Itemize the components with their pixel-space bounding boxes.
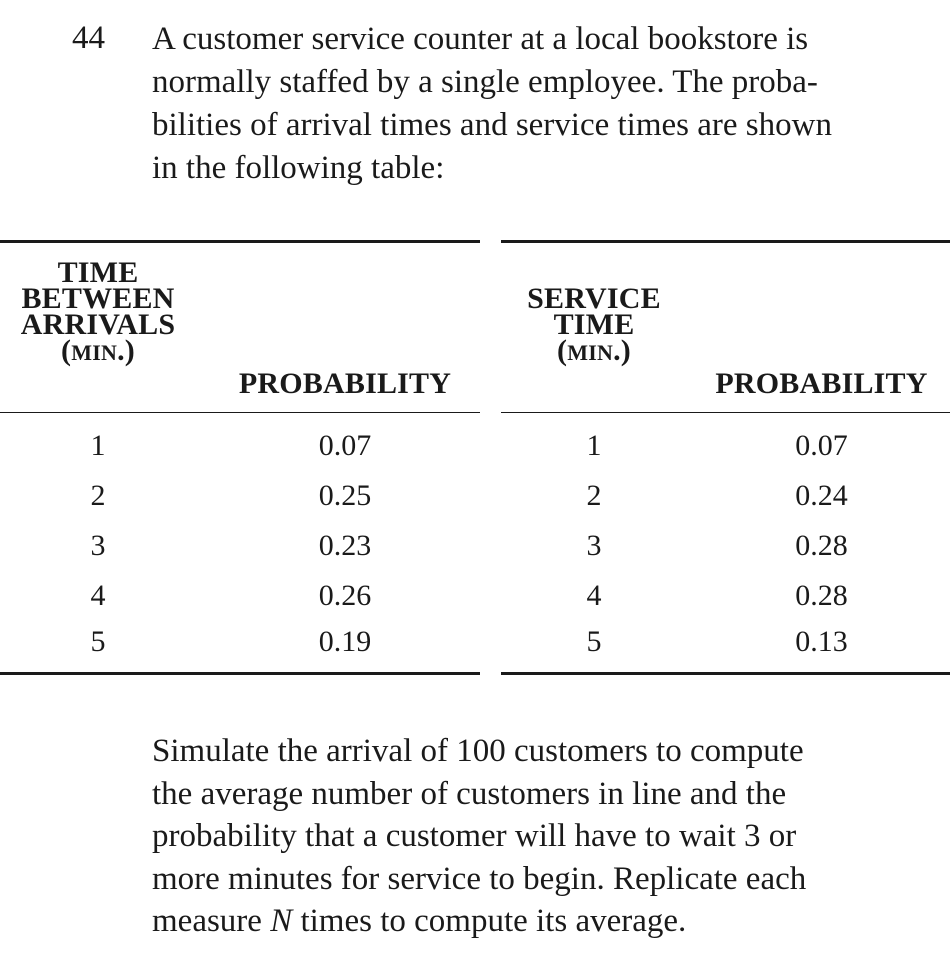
- service-table-bottom-rule: [501, 672, 950, 675]
- follow-up-line: measure N times to compute its average.: [152, 903, 687, 939]
- service-table-header-rule: [501, 412, 950, 413]
- arrivals-probability-cell: 0.07: [318, 429, 372, 462]
- service-time-cell: 5: [586, 625, 602, 658]
- follow-up-line: the average number of customers in line and the: [152, 775, 787, 812]
- arrivals-time-cell: 3: [90, 529, 106, 562]
- service-time-cell: 2: [586, 479, 602, 512]
- follow-up-line: more minutes for service to begin. Replicate each: [152, 860, 807, 897]
- follow-up-line: Simulate the arrival of 100 customers to compute: [152, 733, 804, 769]
- header-line: SERVICE: [527, 282, 661, 315]
- header-unit: (MIN.): [61, 334, 135, 367]
- arrivals-time-cell: 4: [90, 579, 106, 612]
- service-probability-header: PROBABILITY: [715, 367, 928, 400]
- header-line: TIME: [553, 308, 635, 341]
- problem-line: normally staffed by a single employee. The proba-: [152, 64, 818, 100]
- arrivals-probability-cell: 0.26: [318, 579, 372, 612]
- problem-line: in the following table:: [152, 150, 445, 186]
- header-line: TIME: [57, 256, 139, 289]
- arrivals-probability-cell: 0.23: [318, 529, 372, 562]
- arrivals-time-cell: 1: [90, 429, 106, 462]
- service-time-header: [501, 282, 687, 367]
- service-probability-cell: 0.07: [795, 429, 848, 462]
- header-unit: (MIN.): [557, 334, 631, 367]
- service-time-cell: 1: [586, 429, 602, 462]
- arrivals-probability-cell: 0.19: [318, 625, 372, 658]
- arrivals-table-bottom-rule: [0, 672, 480, 675]
- service-probability-cell: 0.24: [795, 479, 848, 512]
- service-probability-cell: 0.28: [795, 529, 848, 562]
- problem-line: A customer service counter at a local bookstore is: [152, 21, 809, 57]
- arrivals-time-header: [0, 256, 196, 367]
- arrivals-table-top-rule: [0, 240, 480, 243]
- arrivals-probability-cell: 0.25: [318, 479, 372, 512]
- follow-up-paragraph: [152, 730, 892, 943]
- arrivals-time-cell: 5: [90, 625, 106, 658]
- service-table-top-rule: [501, 240, 950, 243]
- arrivals-table-header-rule: [0, 412, 480, 413]
- problem-statement: [152, 18, 892, 190]
- arrivals-time-cell: 2: [90, 479, 106, 512]
- problem-number: 44: [72, 20, 105, 56]
- arrivals-probability-header: PROBABILITY: [238, 367, 452, 400]
- follow-up-line: probability that a customer will have to wait 3 or: [152, 818, 797, 854]
- header-line: ARRIVALS: [20, 308, 176, 341]
- service-time-cell: 4: [586, 579, 602, 612]
- problem-line: bilities of arrival times and service times are shown: [152, 107, 832, 143]
- service-probability-cell: 0.28: [795, 579, 848, 612]
- service-probability-cell: 0.13: [795, 625, 848, 658]
- variable-n: N: [270, 903, 293, 939]
- service-time-cell: 3: [586, 529, 602, 562]
- header-line: BETWEEN: [21, 282, 175, 315]
